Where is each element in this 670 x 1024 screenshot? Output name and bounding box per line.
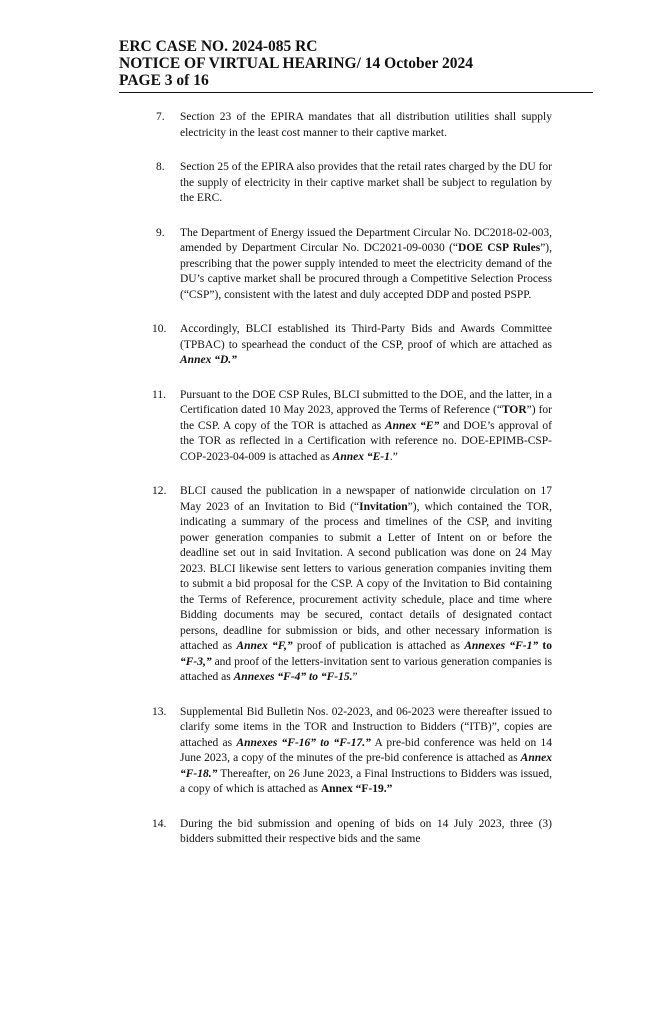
text-run: Supplemental Bid Bulletin Nos. 02-2023, and 06-2023 were thereafter issued to clarify some items in the TOR and Instruction to Bidders (“ITB)”, copies are attached as — [180, 705, 552, 749]
paragraph-text — [180, 227, 552, 301]
paragraph-8 — [156, 160, 552, 207]
emphasized-text: Annex “F-18.” — [180, 752, 552, 780]
case-number: ERC CASE NO. 2024-085 RC — [119, 38, 318, 55]
paragraph-text — [180, 161, 552, 204]
text-run: and DOE’s approval of the TOR as reflected in a Certification with reference no. DOE-EPIMB-CSP-COP-2023-04-009 is attached as — [180, 419, 552, 463]
paragraph-number: 10. — [152, 323, 167, 335]
paragraph-text — [180, 323, 552, 366]
paragraph-number: 11. — [152, 388, 166, 401]
text-run: and proof of the letters-invitation sent to various generation companies is attached as — [180, 655, 552, 683]
text-run: The Department of Energy issued the Department Circular No. DC2018-02-003, amended by Department Circular No. DC2021-09-0030 (“ — [180, 226, 552, 254]
paragraph-11 — [152, 388, 553, 466]
paragraph-number: 14. — [152, 817, 167, 830]
text-run: ”) for the CSP. A copy of the TOR is attached as — [180, 404, 553, 432]
emphasized-text: Annexes “F-16” to “F-17.” — [236, 736, 371, 749]
emphasized-text: DOE CSP Rules — [458, 242, 541, 254]
paragraph-text — [180, 706, 552, 796]
text-run: ”), prescribing that the power supply intended to meet the electricity demand of the DU’s captive market shall be procured through a Competitive Selection Process (“CSP”), consistent with the latest and duly accepted DDP and posted PSPP. — [180, 242, 552, 301]
paragraph-number: 7. — [156, 111, 165, 123]
text-run: ”), which contained the TOR, indicating a summary of the process and timelines of the CSP, and inviting power generation companies to submit a Letter of Intent on or before the deadline set out in said Invitation. A second publication was done on 24 May 2023. BLCI likewise sent letters to various generation companies inviting them to submit a bid proposal for the CSP. A copy of the Invitation to Bid containing the Terms of Reference, procurement activity schedule, place and time where Bidding documents may be secured, contact details of designated contact persons, deadline for submission or bids, and other necessary information is attached as — [180, 500, 553, 652]
emphasized-text: Annex “F,” — [236, 640, 293, 652]
paragraph-text — [180, 485, 552, 683]
text-run: BLCI caused the publication in a newspaper of nationwide circulation on 17 May 2023 of an Invitation to Bid (“ — [180, 485, 552, 513]
hearing-notice-title: NOTICE OF VIRTUAL HEARING/ 14 October 2024 — [119, 55, 473, 72]
text-run: Thereafter, on 26 June 2023, a Final Instructions to Bidders was issued, a copy of which is attached as — [180, 767, 552, 795]
paragraph-14 — [152, 817, 552, 848]
emphasized-text: Invitation — [359, 500, 408, 513]
emphasized-text: TOR — [501, 404, 527, 416]
header-divider — [119, 92, 593, 93]
page-number: PAGE 3 of 16 — [119, 72, 209, 89]
emphasized-text: Annex “D.” — [180, 354, 237, 366]
document-header — [119, 38, 593, 89]
emphasized-text: Annex “E” — [384, 419, 440, 432]
emphasized-text: Annexes “F-4” to “F-15. — [233, 671, 353, 683]
paragraph-12 — [152, 484, 553, 686]
text-run: Section 25 of the EPIRA also provides that the retail rates charged by the DU for the supply of electricity in their captive market shall be subject to regulation by the ERC. — [180, 161, 552, 204]
paragraph-7 — [156, 110, 552, 141]
text-run: .” — [389, 450, 398, 463]
text-run: During the bid submission and opening of bids on 14 July 2023, three (3) bidders submitted their respective bids and the same — [180, 817, 552, 845]
paragraph-number: 12. — [152, 485, 167, 497]
paragraph-number: 8. — [156, 161, 165, 173]
text-run: Pursuant to the DOE CSP Rules, BLCI submitted to the DOE, and the latter, in a Certification dated 10 May 2023, approved the Terms of Reference (“ — [180, 388, 552, 416]
paragraph-text — [180, 111, 552, 139]
emphasized-text: Annexes “F-1” — [464, 640, 543, 652]
paragraph-9 — [156, 226, 552, 304]
document-body — [152, 110, 553, 867]
paragraph-13 — [152, 705, 553, 798]
text-run: A pre-bid conference was held on 14 June 2023, a copy of the minutes of the pre-bid conference is attached as — [180, 736, 553, 764]
emphasized-text: “F-3,” — [180, 655, 212, 668]
emphasized-text: to — [542, 640, 552, 652]
emphasized-text: Annex “F-19.” — [320, 783, 393, 795]
text-run: ” — [352, 671, 358, 683]
paragraph-text — [180, 818, 552, 846]
paragraph-10 — [152, 322, 552, 369]
text-run: proof of publication is attached as — [292, 640, 465, 652]
paragraph-number: 13. — [152, 705, 167, 718]
paragraph-text — [180, 389, 552, 463]
paragraph-number: 9. — [156, 226, 165, 239]
text-run: Accordingly, BLCI established its Third-Party Bids and Awards Committee (TPBAC) to spearhead the conduct of the CSP, proof of which are attached as — [180, 323, 552, 351]
text-run: Section 23 of the EPIRA mandates that all distribution utilities shall supply electricity in the least cost manner to their captive market. — [180, 111, 552, 139]
emphasized-text: Annex “E-1 — [332, 450, 390, 463]
